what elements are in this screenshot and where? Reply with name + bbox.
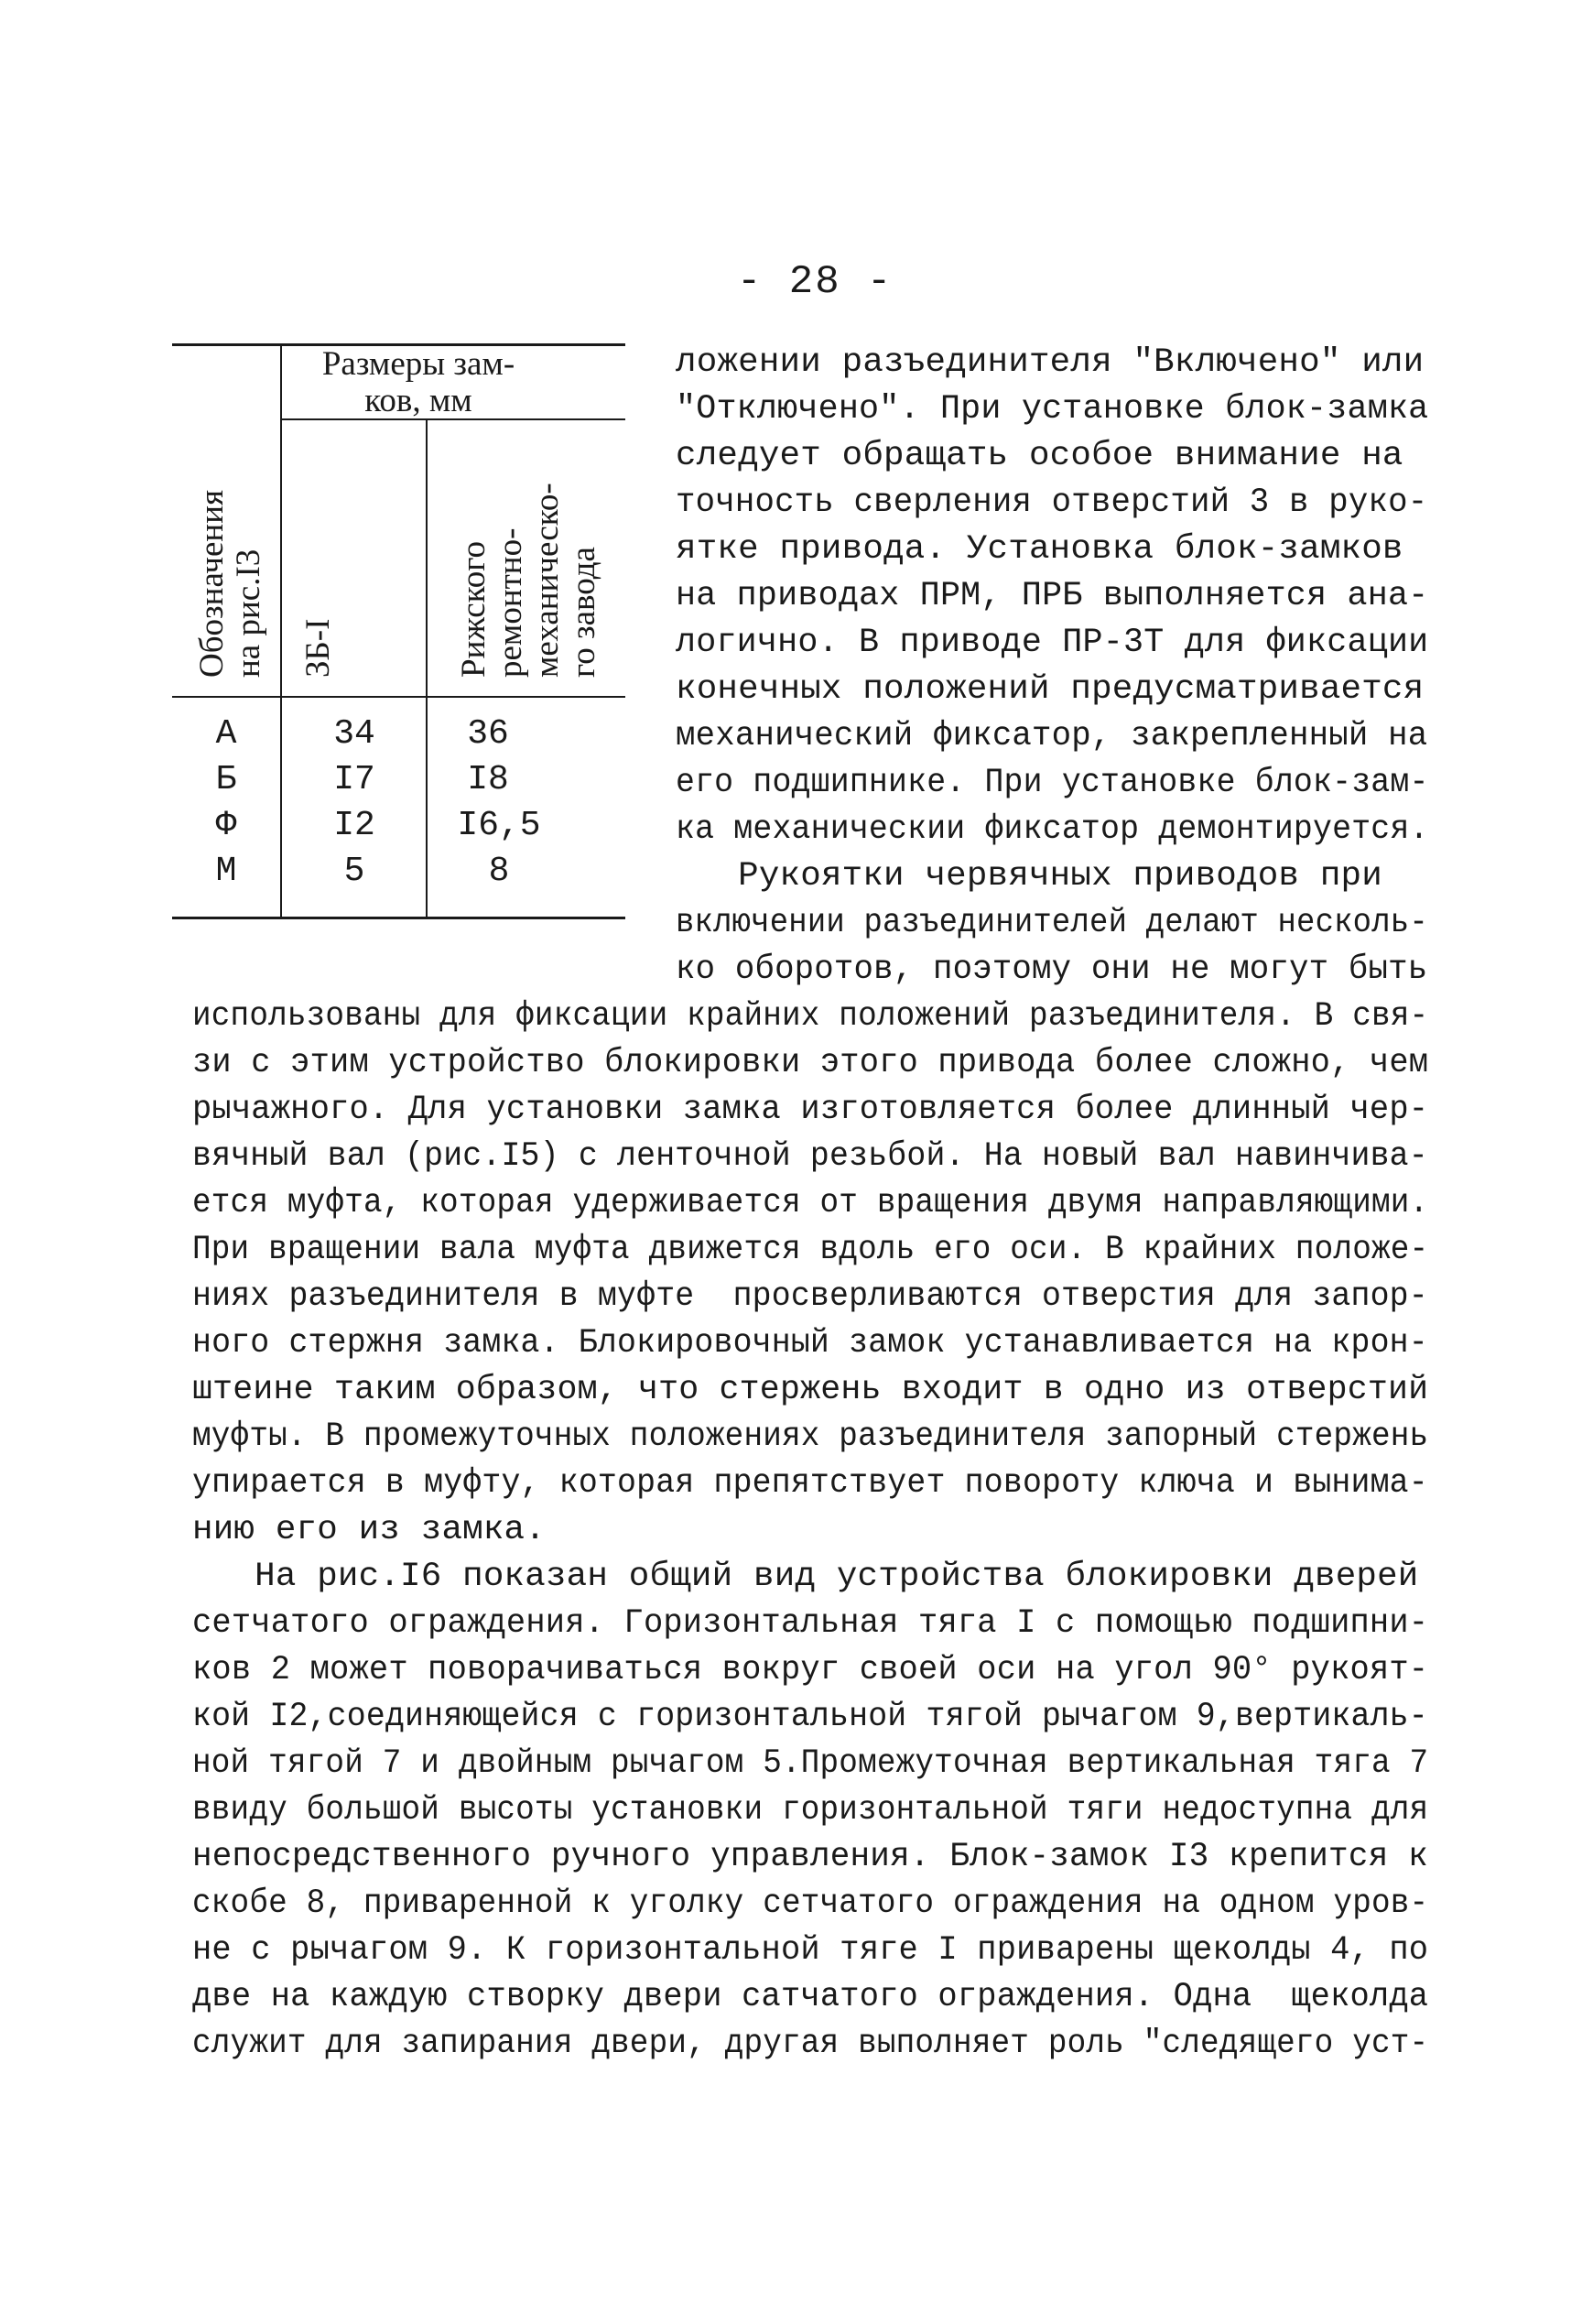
text-line: ятке привода. Установка блок-замков [676,530,1403,569]
text-line: скобе 8, приваренной к уголку сетчатого ограждения на одном уров- [192,1884,1429,1923]
cell-zb1: 5 [343,852,365,891]
text-line: ется муфта, которая удерживается от вращения двумя направляющими. [192,1184,1429,1222]
text-line: зи с этим устройство блокировки этого привода более сложно, чем [192,1044,1429,1082]
text-line: ков 2 может поворачиваться вокруг своей оси на угол 90° рукоят- [192,1651,1429,1689]
table-bottom-rule [172,917,625,919]
col-header-riga-plant: Рижского ремонтно- механическо- го завода [455,483,602,678]
text-line: не с рычагом 9. К горизонтальной тяге I приварены щеколды 4, по [192,1931,1429,1970]
text-line: на приводах ПРМ, ПРБ выполняется ана- [676,577,1429,615]
table-col-divider-2 [426,419,428,918]
cell-riga: 8 [488,852,510,891]
text-line: ложении разъединителя "Включено" или [676,343,1425,382]
text-line: служит для запирания двери, другая выполняет роль "следящего уст- [192,2025,1429,2063]
text-line: конечных положений предусматривается [676,670,1425,709]
text-line: ка механическии фиксатор демонтируется. [676,810,1429,849]
text-line: штеине таким образом, что стержень входит в одно из отверстий [192,1371,1429,1409]
text-line: рычажного. Для установки замка изготовляется более длинный чер- [192,1091,1429,1129]
text-line: При вращении вала муфта движется вдоль его оси. В крайних положе- [192,1231,1429,1269]
text-line: непосредственного ручного управления. Блок-замок I3 крепится к [192,1838,1428,1876]
cell-zb1: 34 [333,714,375,754]
text-line: использованы для фиксации крайних положений разъединителя. В свя- [192,997,1429,1036]
cell-riga: 36 [467,714,509,754]
col-header-designation: Обозначения на рис.I3 [193,489,267,678]
text-line: Рукоятки червячных приводов при [676,857,1382,896]
table-header-divider [172,696,625,698]
text-line: муфты. В промежуточных положениях разъединителя запорный стержень [192,1417,1429,1456]
text-line: кой I2,соединяющейся с горизонтальной тягой рычагом 9,вертикаль- [192,1698,1428,1736]
text-line: вячный вал (рис.I5) с ленточной резьбой. На новый вал навинчива- [192,1137,1428,1176]
row-label: Ф [215,806,237,845]
text-line: механический фиксатор, закрепленный на [676,717,1428,755]
cell-riga: I8 [467,760,509,799]
group-header-sizes: Размеры зам- ков, мм [321,345,515,419]
text-line: На рис.I6 показан общий вид устройства блокировки дверей [192,1558,1419,1596]
cell-zb1: I7 [333,760,375,799]
text-line: нию его из замка. [192,1511,546,1549]
page-number: - 28 - [737,259,894,305]
text-line: сетчатого ограждения. Горизонтальная тяга I с помощью подшипни- [192,1604,1429,1643]
text-line: ного стержня замка. Блокировочный замок устанавливается на крон- [192,1324,1428,1363]
text-line: логично. В приводе ПР-3Т для фиксации [676,624,1429,662]
text-line: две на каждую створку двери сатчатого ограждения. Одна щеколда [192,1978,1429,2016]
text-line: ввиду большой высоты установки горизонтальной тяги недоступна для [192,1791,1429,1830]
row-label: М [215,852,237,891]
cell-zb1: I2 [333,806,375,845]
text-line: упирается в муфту, которая препятствует повороту ключа и вынима- [192,1464,1428,1503]
row-label: А [215,714,237,754]
text-line: ко оборотов, поэтому они не могут быть [676,950,1428,989]
text-line: точность сверления отверстий 3 в руко- [676,483,1428,522]
cell-riga: I6,5 [457,806,541,845]
text-line: следует обращать особое внимание на [676,437,1403,475]
col-header-zb1: ЗБ-I [299,618,337,678]
row-label: Б [215,760,237,799]
text-line: ниях разъединителя в муфте просверливаются отверстия для запор- [192,1277,1428,1316]
text-line: включении разъединителей делают несколь- [676,904,1428,942]
text-line: "Отключено". При установке блок-замка [676,390,1429,429]
text-line: ной тягой 7 и двойным рычагом 5.Промежуточная вертикальная тяга 7 [192,1744,1429,1783]
text-line: его подшипнике. При установке блок-зам- [676,764,1429,802]
